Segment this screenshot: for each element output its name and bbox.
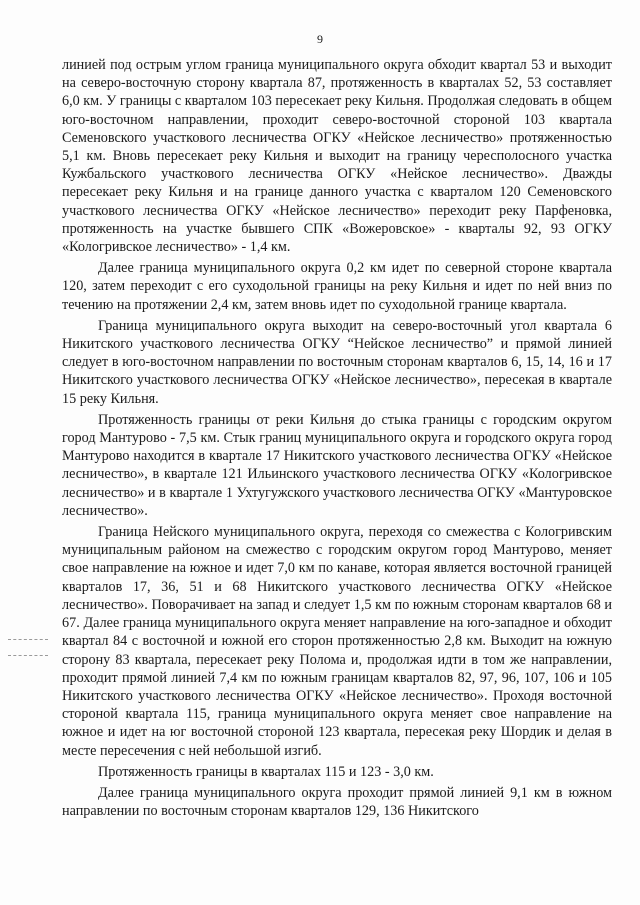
paragraph-6: Протяженность границы в кварталах 115 и 123 - 3,0 км. xyxy=(98,763,434,780)
margin-mark xyxy=(8,655,48,656)
paragraph-3: Граница муниципального округа выходит на северо-восточный угол квартала 6 Никитского участкового лесничества ОГКУ “Нейское лесничество” и прямой линией следует в юго-восточном направлении по восточным сторонам кварталов 6, 15, 14, 16 и 17 Никитского участкового лесничества ОГКУ «Нейское лесничество», пересекая в квартале 15 реку Кильня. xyxy=(62,317,612,407)
document-body xyxy=(62,56,612,823)
paragraph-7: Далее граница муниципального округа проходит прямой линией 9,1 км в южном направлении по восточным сторонам кварталов 129, 136 Никитского xyxy=(62,784,612,820)
page-number: 9 xyxy=(317,32,323,46)
paragraph-2: Далее граница муниципального округа 0,2 км идет по северной стороне квартала 120, затем переходит с его суходольной границы на реку Кильня и идет по ней вниз по течению на протяжении 2,4 км, затем вновь идет по суходольной границе квартала. xyxy=(62,260,612,313)
paragraph-4: Протяженность границы от реки Кильня до стыка границы с городским округом город Мантурово - 7,5 км. Стык границ муниципального округа и городского округа город Мантурово находится в квартале 17 Никитского участкового лесничества ОГКУ «Нейское лесничество», в квартале 121 Ильинского участкового лесничества ОГКУ «Кологривское лесничество» и в квартале 1 Ухтугужского участкового лесничества ОГКУ «Мантуровское лесничество». xyxy=(62,411,612,519)
paragraph-5: Граница Нейского муниципального округа, переходя со смежества с Кологривским муниципальным районом на смежество с городским округом город Мантурово, меняет свое направление на южное и идет 7,0 км по канаве, которая является восточной границей кварталов 17, 36, 51 и 68 Никитского участкового лесничества ОГКУ «Нейское лесничество». Поворачивает на запад и следует 1,5 км по южным сторонам кварталов 68 и 67. Далее граница муниципального округа меняет направление на юго-западное и обходит квартал 84 с восточной и южной его сторон протяженностью 2,8 км. Выходит на южную сторону 83 квартала, пересекает реку Полома и, продолжая идти в том же направлении, проходит прямой линией 7,4 км по южным границам кварталов 82, 97, 96, 107, 106 и 105 Никитского участкового лесничества ОГКУ «Нейское лесничество». Проходя восточной стороной квартала 115, граница муниципального округа меняет свое направление на южное и идет на юг восточной стороной 123 квартала, пересекая реку Шордик и делая в месте пересечения с ней небольшой изгиб. xyxy=(62,524,612,759)
paragraph-1: линией под острым углом граница муниципального округа обходит квартал 53 и выходит на северо-восточную сторону квартала 87, протяженность в кварталах 52, 53 составляет 6,0 км. У границы с кварталом 103 пересекает реку Кильня. Продолжая следовать в общем юго-восточном направлении, проходит северо-восточной стороной 103 квартала Семеновского участкового лесничества ОГКУ «Нейское лесничество» протяженностью 5,1 км. Вновь пересекает реку Кильня и выходит на границу чересполосного участка Кужбальского участкового лесничества ОГКУ «Нейское лесничество». Дважды пересекает реку Кильня и на границе данного участка с кварталом 120 Семеновского участкового лесничества ОГКУ «Нейское лесничество» переходит реку Парфеновка, протяженность на участке бывшего СПК «Вожеровское» - кварталы 92, 93 ОГКУ «Кологривское лесничество» - 1,4 км. xyxy=(62,57,612,256)
margin-mark xyxy=(8,639,48,640)
